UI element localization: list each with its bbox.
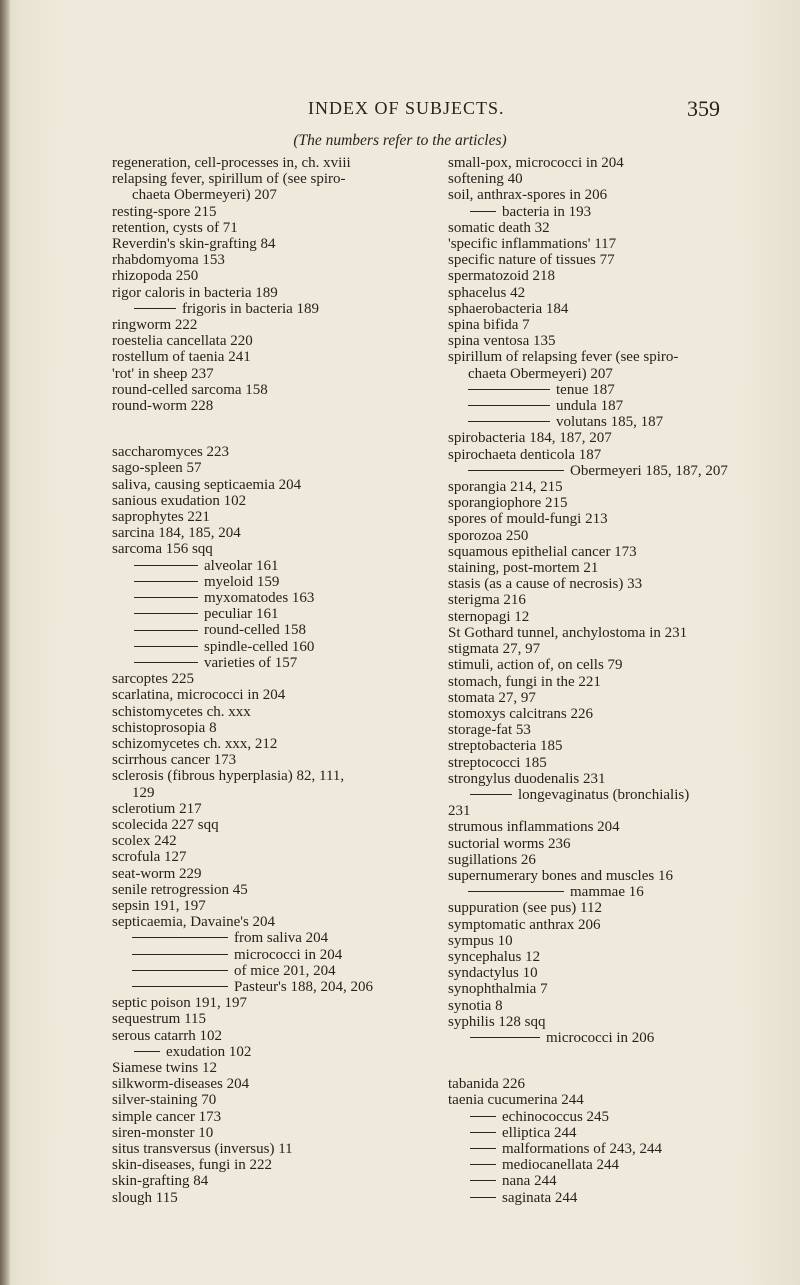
index-entry: spores of mould-fungi 213 [448, 511, 608, 528]
index-entry: sanious exudation 102 [112, 492, 247, 509]
index-entry: scolecida 227 sqq [112, 816, 219, 833]
ditto-rule [134, 646, 198, 647]
index-subentry: myeloid 159 [112, 574, 432, 590]
index-entry: stomata 27, 97 [448, 689, 536, 706]
index-subentry: round-celled 158 [112, 622, 432, 638]
index-entry: suctorial worms 236 [448, 835, 571, 852]
header-title: INDEX OF SUBJECTS. [308, 98, 505, 118]
index-entry: rhabdomyoma 153 [112, 252, 225, 269]
index-entry: spina bifida 7 [448, 317, 530, 334]
index-entry: ringworm 222 [112, 317, 198, 334]
ditto-rule [134, 630, 198, 631]
index-subentry: frigoris in bacteria 189 [112, 301, 432, 317]
index-entry: sclerosis (fibrous hyperplasia) 82, 111, [112, 768, 345, 785]
index-entry: stasis (as a cause of necrosis) 33 [448, 576, 643, 593]
index-entry: silver-staining 70 [112, 1092, 217, 1109]
index-entry: sympus 10 [448, 932, 513, 949]
ditto-rule [134, 308, 176, 309]
ditto-rule [134, 1051, 160, 1052]
ditto-rule [134, 565, 198, 566]
index-entry: spirochaeta denticola 187 [448, 446, 602, 463]
index-subentry: Obermeyeri 185, 187, 207 [448, 463, 768, 479]
index-entry: syncephalus 12 [448, 948, 541, 965]
letter-section-gap [448, 1046, 768, 1076]
index-subentry: micrococci in 204 [112, 947, 432, 963]
index-entry: skin-diseases, fungi in 222 [112, 1157, 272, 1174]
index-entry: schistomycetes ch. xxx [112, 703, 251, 720]
index-subentry: undula 187 [448, 398, 768, 414]
index-entry: retention, cysts of 71 [112, 219, 238, 236]
index-entry: resting-spore 215 [112, 203, 217, 220]
index-subentry: mediocanellata 244 [448, 1157, 768, 1173]
index-entry: scrofula 127 [112, 849, 187, 866]
index-subentry: echinococcus 245 [448, 1109, 768, 1125]
index-entry: roestelia cancellata 220 [112, 333, 253, 350]
index-entry: siren-monster 10 [112, 1124, 214, 1141]
index-entry: squamous epithelial cancer 173 [448, 543, 637, 560]
ditto-rule [470, 1197, 496, 1198]
ditto-rule [134, 613, 198, 614]
ditto-rule [132, 937, 228, 938]
index-entry-continuation: chaeta Obermeyeri) 207 [468, 365, 613, 382]
index-entry: scirrhous cancer 173 [112, 752, 237, 769]
index-entry: sporangiophore 215 [448, 495, 568, 512]
index-entry: round-celled sarcoma 158 [112, 381, 268, 398]
index-entry: sugillations 26 [448, 851, 536, 868]
index-entry: sarcoptes 225 [112, 671, 195, 688]
ditto-rule [470, 1037, 540, 1038]
index-entry: stomoxys calcitrans 226 [448, 705, 593, 722]
index-entry: regeneration, cell-processes in, ch. xviii [112, 155, 351, 171]
book-spine-shadow [0, 0, 10, 1285]
index-subentry: volutans 185, 187 [448, 414, 768, 430]
index-entry: taenia cucumerina 244 [448, 1092, 584, 1109]
ditto-rule [134, 662, 198, 663]
index-entry: scolex 242 [112, 833, 177, 850]
index-subentry: varieties of 157 [112, 655, 432, 671]
index-entry: streptobacteria 185 [448, 738, 563, 755]
index-entry-continuation: 231 [448, 803, 471, 820]
index-entry: spermatozoid 218 [448, 268, 556, 285]
ditto-rule [468, 389, 550, 390]
index-entry: sporozoa 250 [448, 527, 529, 544]
index-entry: slough 115 [112, 1189, 178, 1206]
index-entry: situs transversus (inversus) 11 [112, 1140, 293, 1157]
index-entry: syndactylus 10 [448, 965, 538, 982]
index-entry: spirobacteria 184, 187, 207 [448, 430, 612, 447]
index-entry: strumous inflammations 204 [448, 819, 620, 836]
index-entry: sporangia 214, 215 [448, 479, 563, 496]
ditto-rule [132, 954, 228, 955]
index-entry: seat-worm 229 [112, 865, 202, 882]
index-entry: syphilis 128 sqq [448, 1013, 546, 1030]
index-entry: sterigma 216 [448, 592, 526, 609]
index-entry: somatic death 32 [448, 219, 550, 236]
index-entry: synotia 8 [448, 997, 503, 1014]
ditto-rule [470, 1116, 496, 1117]
ditto-rule [468, 421, 550, 422]
index-entry: sarcoma 156 sqq [112, 541, 213, 558]
ditto-rule [470, 1180, 496, 1181]
ditto-rule [470, 794, 512, 795]
index-entry: streptococci 185 [448, 754, 547, 771]
index-entry: serous catarrh 102 [112, 1027, 222, 1044]
index-entry: sphaerobacteria 184 [448, 300, 569, 317]
index-subentry: exudation 102 [112, 1044, 432, 1060]
index-entry: sclerotium 217 [112, 800, 202, 817]
index-entry: supernumerary bones and muscles 16 [448, 867, 673, 884]
index-entry: sphacelus 42 [448, 284, 526, 301]
index-entry: schizomycetes ch. xxx, 212 [112, 735, 278, 752]
index-subentry: from saliva 204 [112, 930, 432, 946]
index-entry: rhizopoda 250 [112, 268, 199, 285]
index-subentry: bacteria in 193 [448, 204, 768, 220]
ditto-rule [132, 970, 228, 971]
index-subentry: mammae 16 [448, 884, 768, 900]
index-subentry: alveolar 161 [112, 558, 432, 574]
index-entry: tabanida 226 [448, 1076, 526, 1093]
index-entry: softening 40 [448, 171, 523, 188]
index-entry: synophthalmia 7 [448, 981, 548, 998]
ditto-rule [470, 211, 496, 212]
index-entry: silkworm-diseases 204 [112, 1076, 250, 1093]
index-entry: saccharomyces 223 [112, 444, 230, 461]
index-entry: sarcina 184, 185, 204 [112, 525, 241, 542]
index-subentry: elliptica 244 [448, 1125, 768, 1141]
index-entry: relapsing fever, spirillum of (see spiro- [112, 171, 346, 188]
letter-section-gap [112, 414, 432, 444]
index-entry: Siamese twins 12 [112, 1059, 217, 1076]
ditto-rule [468, 470, 564, 471]
index-entry: rigor caloris in bacteria 189 [112, 284, 278, 301]
index-entry: round-worm 228 [112, 398, 214, 415]
index-subentry: spindle-celled 160 [112, 639, 432, 655]
index-subentry: of mice 201, 204 [112, 963, 432, 979]
index-subentry: nana 244 [448, 1173, 768, 1189]
index-entry: simple cancer 173 [112, 1108, 222, 1125]
index-entry: small-pox, micrococci in 204 [448, 155, 624, 171]
index-entry-continuation: 129 [132, 784, 155, 801]
index-column-left [112, 155, 432, 1206]
index-entry: rostellum of taenia 241 [112, 349, 251, 366]
index-note: (The numbers refer to the articles) [293, 132, 507, 149]
ditto-rule [134, 597, 198, 598]
page-number: 359 [687, 96, 720, 121]
index-entry: stomach, fungi in the 221 [448, 673, 601, 690]
index-entry: senile retrogression 45 [112, 881, 248, 898]
index-column-right [448, 155, 768, 1206]
index-entry: sequestrum 115 [112, 1011, 207, 1028]
index-entry: septic poison 191, 197 [112, 995, 247, 1012]
index-subentry: malformations of 243, 244 [448, 1141, 768, 1157]
index-subentry: micrococci in 206 [448, 1030, 768, 1046]
running-header [300, 98, 720, 124]
index-subentry: saginata 244 [448, 1190, 768, 1206]
index-entry: Reverdin's skin-grafting 84 [112, 236, 276, 253]
index-entry: stigmata 27, 97 [448, 641, 541, 658]
index-entry: suppuration (see pus) 112 [448, 900, 602, 917]
index-entry: 'specific inflammations' 117 [448, 236, 617, 253]
index-entry: 'rot' in sheep 237 [112, 365, 214, 382]
index-entry: sago-spleen 57 [112, 460, 202, 477]
index-entry: spirillum of relapsing fever (see spiro- [448, 349, 679, 366]
index-subentry: peculiar 161 [112, 606, 432, 622]
index-entry: sepsin 191, 197 [112, 897, 206, 914]
ditto-rule [470, 1148, 496, 1149]
index-subentry: myxomatodes 163 [112, 590, 432, 606]
index-entry: schistoprosopia 8 [112, 719, 217, 736]
index-entry: septicaemia, Davaine's 204 [112, 914, 276, 931]
ditto-rule [468, 405, 550, 406]
index-entry-continuation: chaeta Obermeyeri) 207 [132, 187, 277, 204]
ditto-rule [132, 986, 228, 987]
index-entry: saliva, causing septicaemia 204 [112, 476, 302, 493]
index-entry: scarlatina, micrococci in 204 [112, 687, 286, 704]
index-entry: saprophytes 221 [112, 509, 210, 526]
index-entry: storage-fat 53 [448, 722, 531, 739]
index-subentry: Pasteur's 188, 204, 206 [112, 979, 432, 995]
index-entry: strongylus duodenalis 231 [448, 770, 606, 787]
index-entry: sternopagi 12 [448, 608, 530, 625]
index-subentry: tenue 187 [448, 382, 768, 398]
ditto-rule [468, 891, 564, 892]
index-entry: St Gothard tunnel, anchylostoma in 231 [448, 624, 688, 641]
index-entry: spina ventosa 135 [448, 333, 556, 350]
index-entry: soil, anthrax-spores in 206 [448, 187, 608, 204]
ditto-rule [134, 581, 198, 582]
ditto-rule [470, 1164, 496, 1165]
ditto-rule [470, 1132, 496, 1133]
index-entry: staining, post-mortem 21 [448, 560, 599, 577]
index-entry: specific nature of tissues 77 [448, 252, 615, 269]
index-entry: skin-grafting 84 [112, 1173, 209, 1190]
index-entry: stimuli, action of, on cells 79 [448, 657, 623, 674]
index-subentry: longevaginatus (bronchialis) [448, 787, 768, 803]
index-entry: symptomatic anthrax 206 [448, 916, 601, 933]
